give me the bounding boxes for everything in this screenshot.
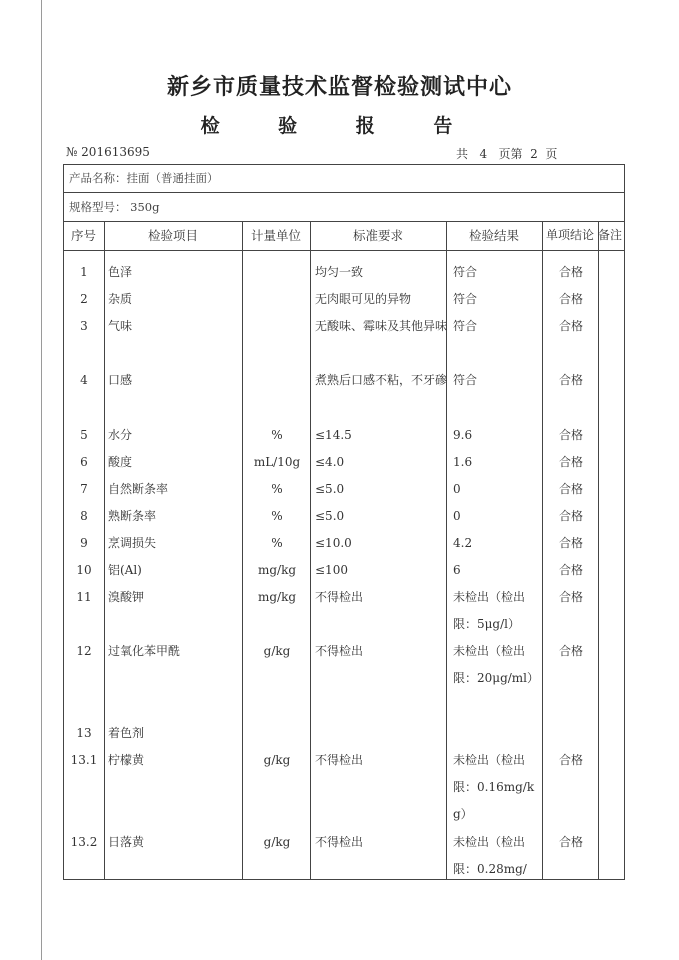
row-unit bbox=[245, 358, 309, 367]
row-standard bbox=[315, 711, 447, 720]
column-header-unit: 计量单位 bbox=[250, 228, 301, 243]
row-result: 0 bbox=[453, 482, 461, 496]
row-unit: % bbox=[271, 536, 283, 550]
table-row bbox=[63, 494, 625, 521]
row-conclusion: 合格 bbox=[558, 835, 583, 849]
row-number: 5 bbox=[80, 428, 88, 442]
row-unit: % bbox=[271, 428, 283, 442]
row-unit: g/kg bbox=[263, 835, 291, 849]
divider bbox=[63, 192, 625, 193]
row-conclusion: 合格 bbox=[558, 563, 583, 577]
table-row bbox=[63, 575, 625, 629]
row-standard: 均匀一致 bbox=[315, 265, 364, 279]
row-conclusion: 合格 bbox=[558, 482, 583, 496]
row-number: 1 bbox=[80, 265, 88, 279]
row-result: 6 bbox=[453, 563, 461, 577]
row-number: 13.2 bbox=[70, 835, 98, 849]
row-result: 4.2 bbox=[453, 536, 473, 550]
table-row bbox=[63, 738, 625, 820]
row-result bbox=[453, 711, 543, 720]
row-number: 7 bbox=[80, 482, 88, 496]
row-item: 柠檬黄 bbox=[108, 753, 145, 767]
table-row bbox=[63, 548, 625, 575]
row-unit bbox=[245, 277, 309, 286]
page-edge bbox=[41, 0, 42, 960]
row-unit: g/kg bbox=[263, 644, 291, 658]
row-number: 10 bbox=[76, 563, 92, 577]
row-item: 烹调损失 bbox=[108, 536, 157, 550]
row-item: 杂质 bbox=[108, 292, 133, 306]
row-result: 符合 bbox=[453, 265, 478, 279]
row-number: 13 bbox=[76, 726, 92, 740]
row-conclusion: 合格 bbox=[558, 319, 583, 333]
column-header-result: 检验结果 bbox=[468, 228, 519, 243]
row-standard: ≤100 bbox=[315, 563, 348, 577]
row-number: 6 bbox=[80, 455, 88, 469]
table-row bbox=[63, 521, 625, 548]
row-result: 未检出（检出限：0.28mg/ bbox=[453, 835, 527, 876]
row-item: 酸度 bbox=[108, 455, 133, 469]
row-item: 铝(Al) bbox=[108, 563, 142, 577]
row-item: 气味 bbox=[108, 319, 133, 333]
table-row bbox=[63, 629, 625, 711]
row-number: 9 bbox=[80, 536, 88, 550]
row-result: 未检出（检出限：5μg/l） bbox=[453, 590, 526, 631]
table-row bbox=[63, 358, 625, 413]
row-number: 4 bbox=[80, 373, 88, 387]
row-unit: g/kg bbox=[263, 753, 291, 767]
table-row bbox=[63, 250, 625, 277]
row-number: 12 bbox=[76, 644, 92, 658]
row-item: 口感 bbox=[108, 373, 133, 387]
row-standard: ≤14.5 bbox=[315, 428, 352, 442]
row-conclusion: 合格 bbox=[558, 590, 583, 604]
row-unit bbox=[245, 304, 309, 313]
row-standard: ≤5.0 bbox=[315, 482, 345, 496]
row-standard: 煮熟后口感不粘，不牙碜 bbox=[315, 373, 448, 387]
row-number: 11 bbox=[76, 590, 92, 604]
row-conclusion: 合格 bbox=[558, 509, 583, 523]
column-header-item: 检验项目 bbox=[147, 228, 198, 243]
row-result: 0 bbox=[453, 509, 461, 523]
organization-title: 新乡市质量技术监督检验测试中心 bbox=[166, 74, 512, 100]
row-number: 2 bbox=[80, 292, 88, 306]
table-row bbox=[63, 467, 625, 494]
table-row bbox=[63, 277, 625, 304]
row-item: 溴酸钾 bbox=[108, 590, 145, 604]
row-result: 未检出（检出限：20μg/ml） bbox=[453, 644, 540, 685]
row-standard: 不得检出 bbox=[315, 590, 364, 604]
row-conclusion: 合格 bbox=[558, 265, 583, 279]
table-row bbox=[63, 820, 625, 880]
row-standard: ≤4.0 bbox=[315, 455, 345, 469]
row-conclusion: 合格 bbox=[558, 753, 583, 767]
row-result: 9.6 bbox=[453, 428, 473, 442]
table-body bbox=[63, 250, 625, 880]
row-unit: mL/10g bbox=[253, 455, 301, 469]
row-number: 3 bbox=[80, 319, 88, 333]
table-row bbox=[63, 304, 625, 358]
row-standard: ≤10.0 bbox=[315, 536, 352, 550]
row-conclusion: 合格 bbox=[558, 428, 583, 442]
row-conclusion: 合格 bbox=[558, 644, 583, 658]
row-item: 着色剂 bbox=[108, 726, 145, 740]
row-conclusion: 合格 bbox=[558, 292, 583, 306]
row-unit: mg/kg bbox=[257, 563, 297, 577]
row-item: 熟断条率 bbox=[108, 509, 157, 523]
row-unit: mg/kg bbox=[257, 590, 297, 604]
row-item: 日落黄 bbox=[108, 835, 145, 849]
column-header-no: 序号 bbox=[70, 228, 96, 243]
column-header-remark: 备注 bbox=[598, 228, 623, 242]
row-conclusion: 合格 bbox=[558, 536, 583, 550]
row-number: 13.1 bbox=[70, 753, 98, 767]
column-header-standard: 标准要求 bbox=[352, 228, 403, 243]
table-row bbox=[63, 413, 625, 440]
row-item: 色泽 bbox=[108, 265, 133, 279]
row-conclusion: 合格 bbox=[558, 373, 583, 387]
row-conclusion bbox=[545, 711, 597, 720]
row-result: 符合 bbox=[453, 319, 478, 333]
row-number: 8 bbox=[80, 509, 88, 523]
row-standard: 无肉眼可见的异物 bbox=[315, 292, 412, 306]
report-title: 检 验 报 告 bbox=[200, 115, 479, 137]
table-row bbox=[63, 440, 625, 467]
row-item: 过氧化苯甲酰 bbox=[108, 644, 181, 658]
row-result: 符合 bbox=[453, 292, 478, 306]
row-unit bbox=[245, 250, 309, 259]
row-unit bbox=[245, 711, 309, 720]
row-result: 未检出（检出限：0.16mg/kg） bbox=[453, 753, 535, 821]
table-header bbox=[63, 221, 625, 250]
row-standard: 不得检出 bbox=[315, 644, 364, 658]
report-number: № 201613695 bbox=[66, 145, 150, 159]
column-header-conclusion: 单项结论 bbox=[545, 228, 594, 242]
product-name: 产品名称：挂面（普通挂面） bbox=[69, 171, 219, 185]
row-standard: 不得检出 bbox=[315, 753, 364, 767]
row-result: 符合 bbox=[453, 373, 478, 387]
row-conclusion: 合格 bbox=[558, 455, 583, 469]
product-spec: 规格型号： 350g bbox=[69, 200, 160, 214]
table-row bbox=[63, 711, 625, 738]
row-unit: % bbox=[271, 509, 283, 523]
row-item: 水分 bbox=[108, 428, 133, 442]
row-standard: 不得检出 bbox=[315, 835, 364, 849]
row-item: 自然断条率 bbox=[108, 482, 169, 496]
page-info: 共 4 页第 2 页 bbox=[456, 147, 558, 161]
row-result: 1.6 bbox=[453, 455, 473, 469]
row-standard: ≤5.0 bbox=[315, 509, 345, 523]
row-unit: % bbox=[271, 482, 283, 496]
row-standard: 无酸味、霉味及其他异味 bbox=[315, 319, 448, 333]
